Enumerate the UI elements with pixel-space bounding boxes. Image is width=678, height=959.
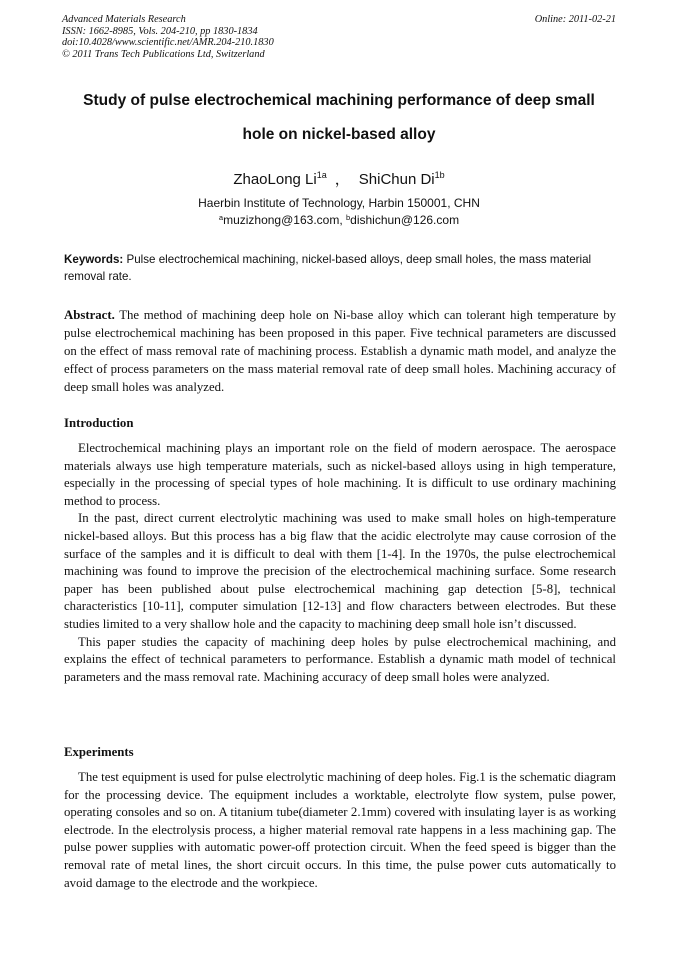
author-name: ZhaoLong Li [233, 171, 317, 188]
paragraph: The test equipment is used for pulse electrolytic machining of deep holes. Fig.1 is the schematic diagram for the processing device. The equipment includes a worktable, electrolyte flow system, pulse power, operating consoles and so on. A titanium tube(diameter 2.1mm) covered with insulating layer is as working electrode. In the electrolysis process, a higher material removal rate happens in a less machining gap. The pulse power supplies with automatic power-off protection circuit. When the feed speed is bigger than the removal rate of metal lines, the short circuit occurs. In this time, the pulse power cuts automatically to avoid damage to the electrode and the workpiece. [64, 770, 616, 890]
email-address: dishichun@126.com [350, 213, 460, 227]
author-name: ShiChun Di [358, 171, 435, 188]
affiliation: Haerbin Institute of Technology, Harbin 150001, CHN [198, 196, 480, 210]
author-superscript: 1b [434, 170, 445, 180]
paragraph: This paper studies the capacity of machining deep holes by pulse electrochemical machining, and explains the effect of technical parameters to performance. Establish a dynamic math model of technical parameters and the mass removal rate. Machining accuracy of deep small holes were analyzed. [64, 634, 616, 684]
section-heading-experiments: Experiments [64, 745, 134, 759]
issn-line: ISSN: 1662-8985, Vols. 204-210, pp 1830-1834 [62, 25, 258, 37]
online-date: Online: 2011-02-21 [534, 14, 616, 25]
doi-line: doi:10.4028/www.scientific.net/AMR.204-210.1830 [62, 37, 274, 49]
abstract-block [64, 306, 616, 396]
email-address: muzizhong@163.com, [223, 213, 346, 227]
author-superscript: 1a [316, 170, 327, 180]
keywords-block [64, 251, 616, 285]
email-superscript: b [345, 213, 351, 222]
author-separator: ， [334, 171, 350, 188]
experiments-body [64, 769, 616, 892]
keywords-text: Pulse electrochemical machining, nickel-based alloys, deep small holes, the mass material removal rate. [64, 253, 592, 283]
abstract-label: Abstract. [64, 308, 115, 322]
introduction-body [64, 440, 616, 686]
journal-name: Advanced Materials Research [62, 14, 186, 25]
copyright-line: © 2011 Trans Tech Publications Ltd, Switzerland [62, 48, 265, 60]
keywords-label: Keywords: [64, 253, 124, 266]
paper-title-line-1: Study of pulse electrochemical machining performance of deep small [83, 92, 595, 109]
section-heading-introduction: Introduction [64, 416, 134, 430]
author-emails [0, 213, 678, 227]
author-list [0, 168, 678, 189]
email-superscript: a [218, 213, 224, 222]
paper-title-line-2: hole on nickel-based alloy [242, 126, 436, 143]
paragraph: In the past, direct current electrolytic machining was used to make small holes on high-temperature nickel-based alloys. But this process has a big flaw that the acidic electrolyte may cause corrosion of the surface of the samples and it is difficult to deal with them [1-4]. In the 1970s, the pulse electrochemical machining was found to improve the precision of the electrochemical machining surface. Some research paper has been published about pulse electrochemical machining gap detection [5-8], technical characteristics [10-11], computer simulation [12-13] and flow characters between electrodes. But these studies limited to a very shallow hole and the capacity to machining deep small hole isn’t discussed. [64, 511, 616, 631]
journal-header [62, 14, 616, 60]
paragraph: Electrochemical machining plays an important role on the field of modern aerospace. The aerospace materials always use high temperature materials, such as nickel-based alloys using in high temperature, especially in the processing of special types of hole machining. It is difficult to use ordinary machining method to process. [64, 441, 616, 508]
abstract-text: The method of machining deep hole on Ni-base alloy which can tolerant high temperature by pulse electrochemical machining has been proposed in this paper. Five technical parameters are discussed on the effect of mass removal rate of machining process. Establish a dynamic math model, and analyze the effect of process parameters on the mass material removal rate of deep small holes. Machining accuracy of deep small holes was analyzed. [64, 308, 616, 394]
